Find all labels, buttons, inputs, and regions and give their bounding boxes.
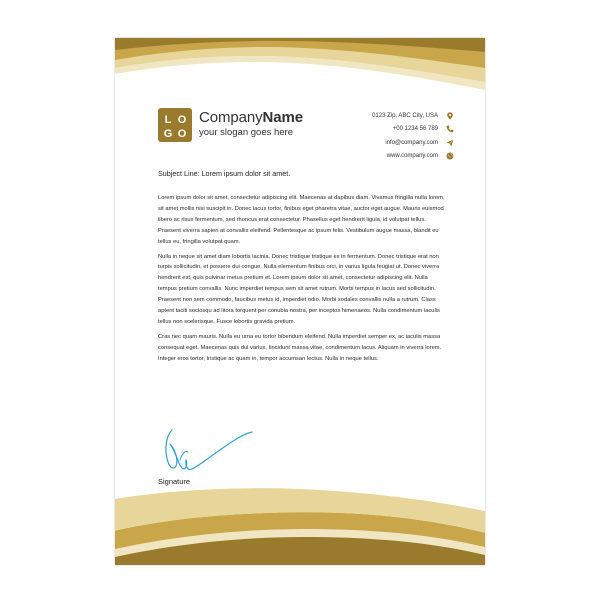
contact-text: info@company.com: [385, 139, 438, 146]
company-name-bold: Name: [262, 109, 303, 126]
body-paragraph: Cras nec quam mauris. Nulla eu urna eu tortor bibendum eleifend. Nulla imperdiet semper ex, ac iaculis massa consequat eget. Maecenas quis dui varius, tincidunt massa vitae, condimentum lacus. Aliquam in viverra lorem. Integer eros tortor, tristique ac quam in, tempor accumsan lectus. Nulla in neque tellus.: [158, 333, 442, 362]
contact-email: [372, 136, 454, 150]
contact-website: [372, 150, 454, 164]
logo-letter: O: [177, 114, 187, 126]
letter-body: [158, 193, 448, 369]
body-paragraph: Lorem ipsum dolor sit amet, consectetur adipiscing elit. Maecenas at dapibus diam. Vivamus fringilla nulla lorem, sit amet mollis nisi suscipit in. Donec lacus tortor, finibus eget pharetra vitae, auctor eget augue. Mauris euismod libero ac risus fermentum, sed rhoncus erat consectetur. Phasellus eget hendrerit ligula, id volutpat tellus. Praesent viverra sapien at convallis eleifend. Pellentesque ac ipsum felis. Vestibulum augue massa, blandit eu tellus eu, fringilla volutpat quam.: [158, 195, 445, 245]
phone-icon: [446, 125, 454, 133]
contact-phone: [372, 123, 454, 137]
subject-line: Subject Line: Lorem ipsum dolor sit amet.: [158, 169, 291, 178]
globe-icon: [446, 152, 454, 160]
company-name: [199, 109, 303, 126]
logo-letter: L: [164, 114, 172, 126]
contact-text: www.company.com: [386, 153, 438, 160]
letterhead-page: [115, 38, 485, 565]
logo-letter: G: [163, 128, 173, 140]
body-paragraph: Nulla in neque sit amet diam lobortis lacinia. Donec tristique tristique ex in fermentum. Donec tristique erat non turpis sollicitudin, et posuere dui congue. Nulla elementum finibus orci, in varius ligula feugiat ut. Donec viverra hendrerit est, quis pulvinar metus pretium et. Lorem ipsum dolor sit amet, consectetur adipiscing elit. Nulla tempus pretium convallis. Nunc imperdiet tempus sem sit amet rutrum. Morbi tempus in lacus sed sollicitudin. Praesent non sem commodo, faucibus metus id, imperdiet odio. Morbi sodales convallis nulla a rutrum. Class aptent taciti sociosqu ad litora torquent per conubia nostra, per inceptos himenaeos. Nulla condimentum iaculis tellus non scelerisque. Fusce lobortis gravida pretium.: [158, 253, 440, 325]
logo-letter: O: [177, 128, 187, 140]
handwritten-signature: [158, 426, 258, 476]
top-gold-wave: [115, 38, 485, 108]
signature-label: Signature: [158, 477, 191, 486]
send-icon: [446, 139, 454, 147]
contact-text: 0123 Zip, ABC City, USA: [372, 112, 438, 119]
contact-text: +00 1234 56 789: [392, 126, 438, 133]
slogan: your slogan goes here: [199, 127, 294, 138]
contact-block: [372, 109, 454, 163]
location-pin-icon: [446, 112, 454, 120]
company-name-regular: Company: [199, 109, 263, 126]
contact-address: [372, 109, 454, 123]
logo: [158, 108, 192, 142]
bottom-gold-wave: [115, 485, 485, 565]
